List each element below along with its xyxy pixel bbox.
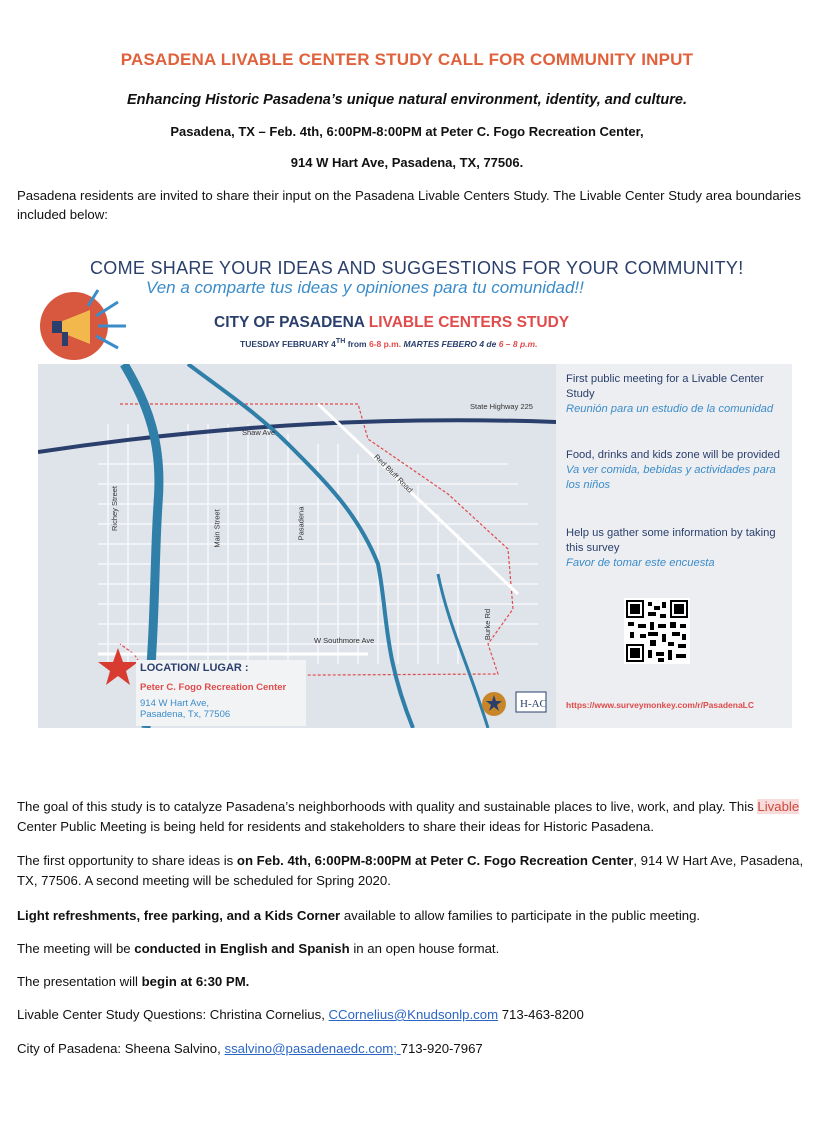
info-food-en: Food, drinks and kids zone will be provided xyxy=(566,449,780,461)
presentation-paragraph: The presentation will begin at 6:30 PM. xyxy=(17,974,250,989)
location-name: Peter C. Fogo Recreation Center xyxy=(140,682,287,693)
goal-paragraph: The goal of this study is to catalyze Pasadena’s neighborhoods with quality and sustainable places to live, work, and play. This Livable Center Public Meeting is being held for residents and stakeholders to share their ideas for Historic Pasadena. xyxy=(17,799,800,834)
map-label-redbluff: Red Bluff Road xyxy=(372,452,415,495)
contact-livable-center: Livable Center Study Questions: Christina Cornelius, CCornelius@Knudsonlp.com 713-463-8200 xyxy=(17,1007,584,1022)
map-label-shaw: Shaw Ave xyxy=(242,428,276,437)
location-title: LOCATION/ LUGAR : xyxy=(140,662,249,674)
flyer-heading-spanish: Ven a comparte tus ideas y opiniones para tu comunidad!! xyxy=(146,278,584,297)
info-survey-es: Favor de tomar este encuesta xyxy=(566,557,715,569)
info-meeting-es: Reunión para un estudio de la comunidad xyxy=(566,403,774,415)
language-paragraph: The meeting will be conducted in English and Spanish in an open house format. xyxy=(17,941,500,956)
megaphone-icon xyxy=(38,288,138,360)
refreshments-paragraph: Light refreshments, free parking, and a Kids Corner available to allow families to participate in the public meeting. xyxy=(17,908,701,923)
page-title: PASADENA LIVABLE CENTER STUDY CALL FOR COMMUNITY INPUT xyxy=(120,50,694,69)
info-food-es: Va ver comida, bebidas y actividades para los niños xyxy=(566,464,776,491)
map-label-richey: Richey Street xyxy=(110,485,120,532)
sponsor-logos xyxy=(478,686,554,726)
survey-qr-code-icon[interactable] xyxy=(624,598,690,664)
info-meeting-en: First public meeting for a Livable Center Study xyxy=(566,373,764,400)
email-cornelius-link[interactable]: CCornelius@Knudsonlp.com xyxy=(328,1007,499,1022)
map-label-main: Main Street xyxy=(212,509,222,548)
flyer-heading-english: COME SHARE YOUR IDEAS AND SUGGESTIONS FOR YOUR COMMUNITY! xyxy=(90,258,744,278)
email-salvino-link[interactable]: ssalvino@pasadenaedc.com; xyxy=(224,1041,401,1056)
event-dateline: Pasadena, TX – Feb. 4th, 6:00PM-8:00PM at Peter C. Fogo Recreation Center, xyxy=(170,124,644,139)
page-subtitle: Enhancing Historic Pasadena’s unique natural environment, identity, and culture. xyxy=(127,92,687,108)
flyer-info-panel xyxy=(556,364,792,728)
map-label-highway: State Highway 225 xyxy=(470,402,533,411)
intro-paragraph: Pasadena residents are invited to share their input on the Pasadena Livable Centers Study. The Livable Center Study area boundaries included below: xyxy=(17,188,801,222)
info-survey-en: Help us gather some information by taking this survey xyxy=(566,527,776,554)
event-flyer xyxy=(36,252,780,730)
map-label-southmore: W Southmore Ave xyxy=(314,636,375,645)
location-address: 914 W Hart Ave, Pasadena, Tx, 77506 xyxy=(140,698,231,720)
map-label-burke: Burke Rd xyxy=(483,608,493,641)
highlighted-word: Livable xyxy=(757,799,800,814)
map-label-pasadena: Pasadena xyxy=(296,506,306,541)
contact-city-pasadena: City of Pasadena: Sheena Salvino, ssalvino@pasadenaedc.com; 713-920-7967 xyxy=(17,1041,483,1056)
study-area-map xyxy=(38,364,556,728)
study-title: CITY OF PASADENA LIVABLE CENTERS STUDY xyxy=(214,314,570,331)
event-address: 914 W Hart Ave, Pasadena, TX, 77506. xyxy=(290,155,524,170)
first-opportunity-paragraph: The first opportunity to share ideas is on Feb. 4th, 6:00PM-8:00PM at Peter C. Fogo Recreation Center, 914 W Hart Ave, Pasadena, TX, 77506. A second meeting will be scheduled for Spring 2020. xyxy=(17,853,804,888)
meeting-time: TUESDAY FEBRUARY 4TH from 6-8 p.m. MARTES FEBERO 4 de 6 – 8 p.m. xyxy=(240,337,538,349)
survey-url[interactable]: https://www.surveymonkey.com/r/PasadenaLC xyxy=(566,700,755,710)
svg-text:H-AC: H-AC xyxy=(520,698,547,710)
